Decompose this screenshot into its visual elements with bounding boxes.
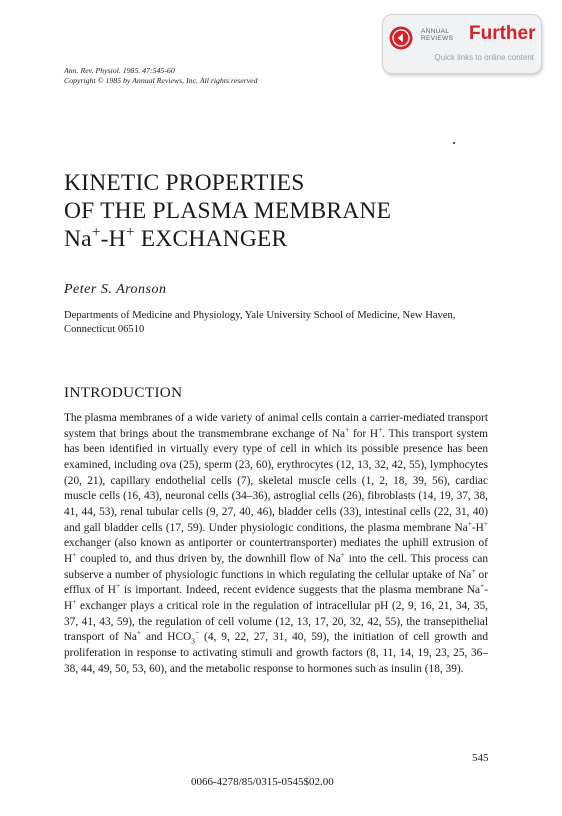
title-superscript: + <box>125 224 135 242</box>
title-line-2: OF THE PLASMA MEMBRANE <box>64 198 392 224</box>
text-run: -H <box>471 521 484 534</box>
title-na: Na <box>64 226 92 252</box>
title-superscript: + <box>91 224 101 242</box>
text-run: and HCO <box>141 631 192 644</box>
section-heading: INTRODUCTION <box>64 384 183 401</box>
superscript: + <box>483 518 488 528</box>
annual-reviews-further-badge[interactable] <box>382 14 542 74</box>
superscript: + <box>136 628 142 638</box>
annual-reviews-wordmark <box>421 28 453 42</box>
footer-code: 0066-4278/85/0315-0545$02.00 <box>191 776 334 788</box>
journal-citation: Ann. Rev. Physiol. 1985. 47:545-60 <box>64 66 175 75</box>
subscript: 3 <box>191 636 195 646</box>
text-run: coupled to, and thus driven by, the downhill flow of Na <box>76 552 341 565</box>
annual-label: ANNUAL <box>421 28 450 35</box>
text-run: The plasma membranes of a wide variety of animal cells contain a carrier-mediated transport system that brings about the transmembrane exchange of Na <box>64 412 488 440</box>
superscript: + <box>116 581 121 591</box>
title-h: -H <box>100 226 126 252</box>
page-number: 545 <box>472 752 489 764</box>
journal-header <box>64 66 258 86</box>
title-line-1: KINETIC PROPERTIES <box>64 170 305 196</box>
text-run: is important. Indeed, recent evidence suggests that the plasma membrane Na <box>120 584 481 597</box>
text-run: . This transport system has been identified in virtually every type of cell in which its possible presence has been examined, including ova (25), sperm (23, 60), erythrocytes (12, 13, 32, 42, 55), lymphocytes (20, 21), capillary endothelial cells (7), skeletal muscle cells (1, 2, 18, 39, 56), cardiac muscle cells (16, 43), neuronal cells (34–36), astroglial cells (26), fibroblasts (14, 19, 37, 38, 41, 44, 53), renal tubular cells (9, 27, 40, 46), bladder cells (33), intestinal cells (22, 31, 40) and gall bladder cells (17, 59). Under physiologic conditions, the plasma membrane Na <box>64 427 489 534</box>
further-label: Further <box>469 23 536 44</box>
superscript: + <box>471 565 476 575</box>
superscript: + <box>467 518 472 528</box>
text-run: -H <box>64 584 488 612</box>
text-run: (4, 9, 22, 27, 31, 40, 59), the initiation of cell growth and proliferation in response to activating stimuli and growth factors (8, 11, 14, 19, 23, 25, 36–38, 44, 49, 50, 53, 60), and the metabolic response to hormones such as insulin (18, 39). <box>64 631 488 675</box>
superscript: + <box>378 424 383 434</box>
author-name: Peter S. Aronson <box>64 282 167 297</box>
text-run: for H <box>349 427 379 440</box>
stray-dot <box>453 142 455 144</box>
article-title <box>64 169 391 253</box>
author-affiliation: Departments of Medicine and Physiology, Yale University School of Medicine, New Haven, Connecticut 06510 <box>64 310 456 336</box>
introduction-paragraph <box>64 411 488 677</box>
superscript: − <box>194 628 200 638</box>
text-run: exchanger (also known as antiporter or countertransporter) mediates the uphill extrusion of H <box>64 537 488 565</box>
title-line-3 <box>64 225 391 253</box>
reviews-label: REVIEWS <box>421 35 454 42</box>
text-run: into the cell. This process can subserve a number of physiologic functions in which regulating the cellular uptake of Na <box>64 552 488 581</box>
superscript: + <box>72 550 77 560</box>
play-arrow-icon <box>389 26 413 50</box>
text-run: or efflux of H <box>64 568 488 597</box>
quick-links-label: Quick links to online content <box>434 53 534 62</box>
copyright-line: Copyright © 1985 by Annual Reviews, Inc. All rights reserved <box>64 76 258 85</box>
superscript: + <box>480 581 485 591</box>
text-run: exchanger plays a critical role in the regulation of intracellular pH (2, 9, 16, 21, 34, 35, 37, 41, 43, 59), the regulation of cell volume (12, 13, 17, 20, 32, 42, 55), the transepithelial transport of Na <box>64 599 488 644</box>
superscript: + <box>72 597 77 607</box>
superscript: + <box>340 550 345 560</box>
title-exchanger: EXCHANGER <box>134 226 288 252</box>
superscript: + <box>345 424 350 434</box>
